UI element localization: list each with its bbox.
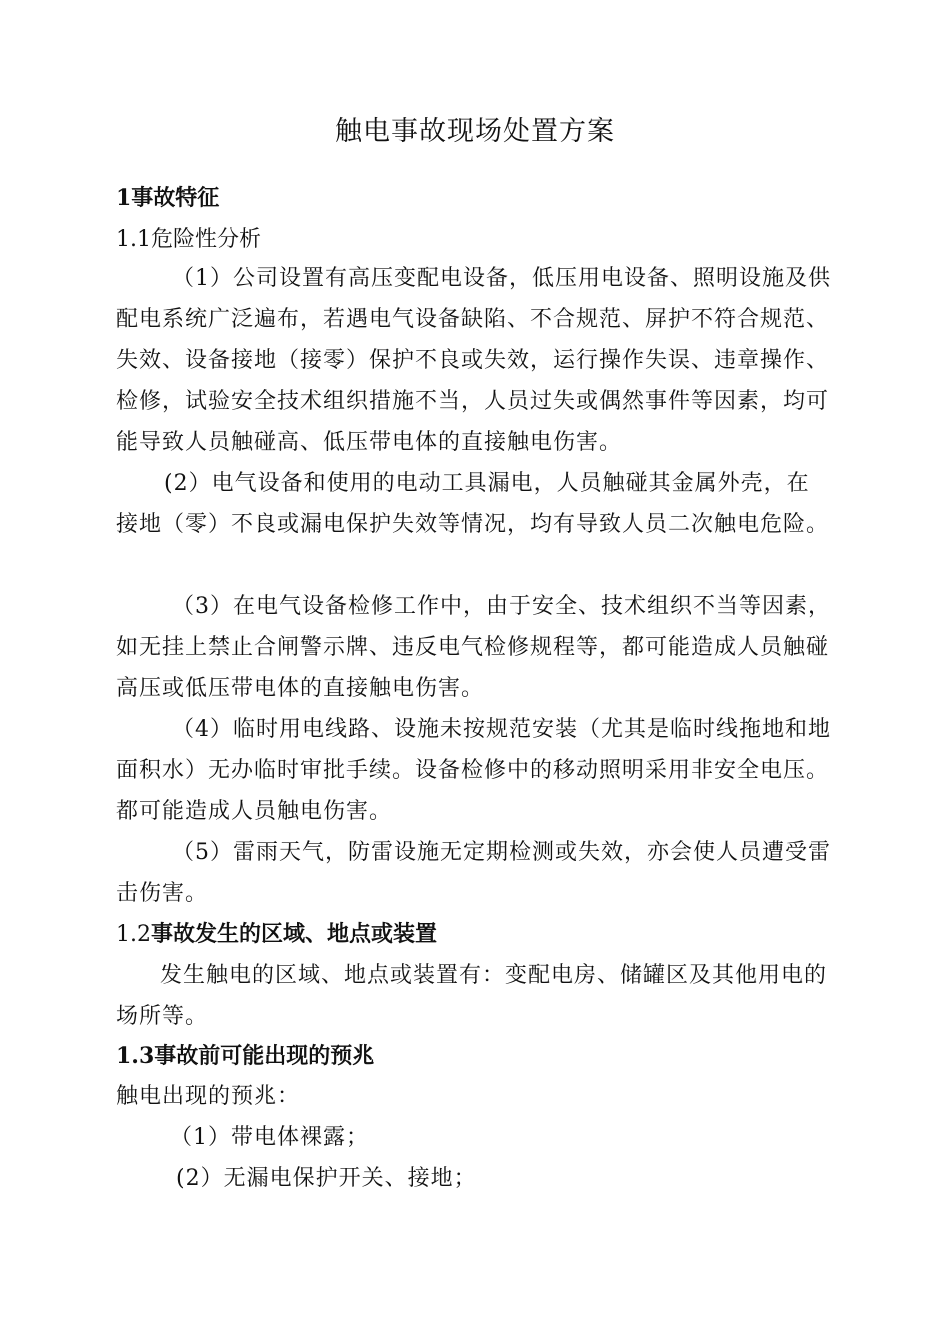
omen-intro: 触电出现的预兆： <box>116 1084 301 1109</box>
section-heading-1-2 <box>116 918 437 951</box>
paragraph-hazard-5: （5）雷雨天气，防雷设施无定期检测或失效，亦会使人员遭受雷击伤害。 <box>116 840 831 906</box>
paragraph-hazard-3: （3）在电气设备检修工作中，由于安全、技术组织不当等因素，如无挂上禁止合闸警示牌、违反电气检修规程等，都可能造成人员触碰高压或低压带电体的直接触电伤害。 <box>116 594 831 701</box>
paragraph-hazard-1: （1）公司设置有高压变配电设备，低压用电设备、照明设施及供配电系统广泛遍布，若遇电气设备缺陷、不合规范、屏护不符合规范、失效、设备接地（接零）保护不良或失效，运行操作失误、违章操作、检修，试验安全技术组织措施不当，人员过失或偶然事件等因素，均可能导致人员触碰高、低压带电体的直接触电伤害。 <box>116 266 831 455</box>
section-heading-text: 事故发生的区域、地点或装置 <box>151 921 438 947</box>
paragraph-hazard-4: （4）临时用电线路、设施未按规范安装（尤其是临时线拖地和地面积水）无办临时审批手续。设备检修中的移动照明采用非安全电压。都可能造成人员触电伤害。 <box>116 717 831 824</box>
paragraph-accident-area: 发生触电的区域、地点或装置有：变配电房、储罐区及其他用电的场所等。 <box>116 963 828 1029</box>
omen-item-1: （1）带电体裸露； <box>170 1125 369 1150</box>
omen-item-2: (2）无漏电保护开关、接地； <box>176 1166 477 1191</box>
paragraph-hazard-2: (2）电气设备和使用的电动工具漏电，人员触碰其金属外壳，在接地（零）不良或漏电保护失效等情况，均有导致人员二次触电危险。 <box>116 471 830 537</box>
section-heading-1: 1事故特征 <box>116 185 220 211</box>
section-heading-1-1: 1.1危险性分析 <box>116 227 261 252</box>
section-number: 1.2 <box>116 922 151 947</box>
document-title: 触电事故现场处置方案 <box>335 116 615 147</box>
section-heading-1-3: 1.3事故前可能出现的预兆 <box>116 1043 375 1069</box>
